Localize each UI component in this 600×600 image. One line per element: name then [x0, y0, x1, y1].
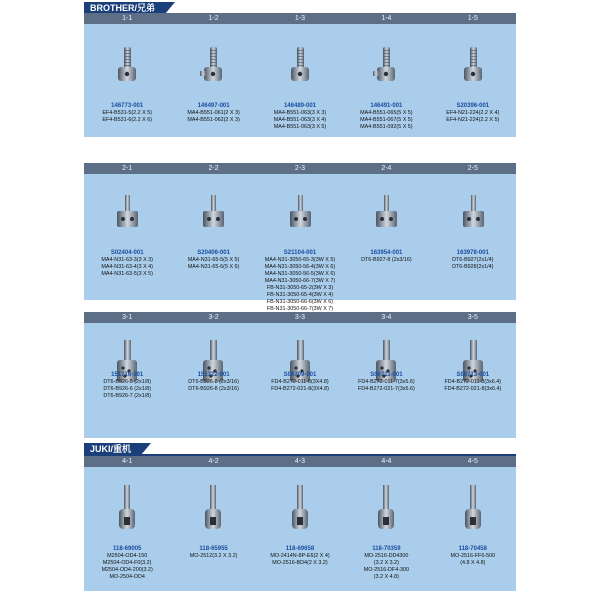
- part-models: [430, 553, 516, 567]
- model-line: M2504-OD4-150: [107, 553, 148, 559]
- part-code: 146491-001: [370, 103, 403, 109]
- part-models: [257, 257, 343, 313]
- part-code: 118-70359: [372, 546, 401, 552]
- item-number: 2-2: [208, 165, 219, 172]
- needle-clamp-icon: [283, 45, 317, 93]
- item-number: 2-3: [294, 165, 306, 172]
- brand-tab: BROTHER/兄弟: [84, 2, 165, 14]
- model-line: M2504-OD4-F0(3.2): [102, 560, 152, 566]
- model-line: MA4-N31-65-6(5 X 6): [187, 264, 240, 270]
- product-item[interactable]: [84, 312, 170, 438]
- item-number: 1-1: [122, 15, 133, 22]
- model-line: MA4-N31-3050-56-5(3W X 6): [264, 271, 336, 277]
- model-line: MA4-N31-3050-65-3(3W X 5): [264, 257, 336, 263]
- product-item[interactable]: [343, 13, 429, 137]
- part-models: [343, 110, 429, 131]
- needle-clamp-icon: [456, 485, 490, 533]
- product-item[interactable]: [430, 456, 516, 591]
- part-code: 118-69005: [113, 546, 142, 552]
- needle-clamp-icon: [110, 191, 144, 239]
- needle-clamp-icon: [110, 485, 144, 533]
- model-line: FB-N31-3050-66-7(3W X 7): [266, 306, 334, 312]
- model-line: DT6-B927-8 (2x3/16): [361, 257, 412, 263]
- model-line: MO-2516-FF6-500: [450, 553, 496, 559]
- product-item[interactable]: [84, 163, 170, 300]
- product-item[interactable]: [430, 13, 516, 137]
- item-number: 1-3: [294, 15, 306, 22]
- part-code: 151722-001: [197, 372, 230, 378]
- needle-clamp-icon: [369, 191, 403, 239]
- product-panel: [84, 456, 516, 591]
- part-code: 118-70458: [458, 546, 487, 552]
- item-number: 3-2: [208, 314, 219, 321]
- part-models: [257, 110, 343, 131]
- model-line: MA4-N31-63-4(3 X 4): [101, 264, 153, 270]
- model-line: DT6-B927(2x1/4): [452, 257, 494, 263]
- part-models: [257, 553, 343, 567]
- part-code: 146489-001: [283, 103, 316, 109]
- part-code: S21104-001: [283, 250, 317, 256]
- model-line: EF4-N21-224(2.2 X 5): [446, 117, 500, 123]
- model-line: FB-N31-3050-65-2(3W X 3): [266, 285, 334, 291]
- model-line: FD4-B272-021-8(3x6.4): [444, 386, 502, 392]
- model-line: MA4-N31-63-5(3 X 5): [101, 271, 153, 277]
- model-line: MA4-B551-062(2 X 3): [187, 117, 240, 123]
- product-item[interactable]: [343, 163, 429, 300]
- model-line: DT6-B928(2x1/4): [452, 264, 494, 270]
- part-models: [84, 379, 170, 400]
- model-line: FB-N31-3050-66-6(3W X 6): [266, 299, 334, 305]
- part-code: S20406-001: [197, 250, 230, 256]
- product-item[interactable]: [257, 456, 343, 591]
- part-code: 163954-001: [370, 250, 403, 256]
- part-code: 146773-001: [111, 103, 144, 109]
- part-code: S06709-001: [283, 372, 317, 378]
- model-line: MA4-B551-063(3 X 5): [273, 124, 327, 130]
- model-line: FD4-B272-011-8(3x6.4): [444, 379, 502, 385]
- product-item[interactable]: [257, 13, 343, 137]
- model-line: MA4-B551-067(5 X 5): [360, 117, 413, 123]
- needle-clamp-icon: [196, 45, 230, 93]
- part-models: [170, 257, 256, 271]
- needle-clamp-icon: [456, 191, 490, 239]
- part-models: [430, 257, 516, 271]
- model-line: MA4-N31-3050-56-4(3W X 6): [264, 264, 336, 270]
- model-line: MA4-B551-065(5 X 5): [360, 110, 413, 116]
- model-line: EF4-B531-6(2.2 X 6): [102, 117, 153, 123]
- product-item[interactable]: [430, 163, 516, 300]
- needle-clamp-icon: [283, 485, 317, 533]
- product-item[interactable]: [170, 312, 256, 438]
- model-line: MO-2516-BD4(2 X 3.2): [272, 560, 328, 566]
- model-line: EF4-B531-5(2.2 X 5): [102, 110, 153, 116]
- part-code: 118-65955: [199, 546, 228, 552]
- part-models: [257, 379, 343, 393]
- item-number: 3-1: [122, 314, 133, 321]
- part-models: [343, 379, 429, 393]
- item-number: 4-2: [208, 458, 219, 465]
- product-item[interactable]: [257, 312, 343, 438]
- product-panel: [84, 13, 516, 137]
- model-line: MA4-B551-061(2 X 3): [187, 110, 240, 116]
- model-line: MA4-N31-65-5(5 X 5): [187, 257, 240, 263]
- model-line: DT6-B926-8 (2x3/16): [188, 379, 239, 385]
- part-code: S02404-001: [110, 250, 144, 256]
- needle-clamp-icon: [369, 485, 403, 533]
- brand-tab: JUKI/重机: [84, 443, 141, 455]
- product-item[interactable]: [170, 13, 256, 137]
- needle-clamp-icon: [110, 45, 144, 93]
- part-models: [170, 379, 256, 393]
- product-item[interactable]: [84, 13, 170, 137]
- model-line: MO-2504-OD4: [109, 574, 145, 580]
- part-models: [343, 553, 429, 581]
- model-line: DT6-B926-5 (2x1/8): [103, 379, 152, 385]
- product-item[interactable]: [84, 456, 170, 591]
- model-line: EF4-N21-224(2.2 X 4): [446, 110, 500, 116]
- model-line: DT6-B926-7 (2x1/8): [103, 393, 152, 399]
- model-line: M2504-OD4-200(3.2): [101, 567, 153, 573]
- model-line: FB-N31-3050-65-4(3W X 4): [266, 292, 334, 298]
- item-number: 4-3: [294, 458, 306, 465]
- model-line: MA4-B551-063(3 X 4): [273, 117, 327, 123]
- part-code: S06713-001: [456, 372, 490, 378]
- product-panel: [84, 312, 516, 438]
- item-number: 4-1: [122, 458, 133, 465]
- item-number: 2-1: [122, 165, 133, 172]
- item-number: 4-5: [467, 458, 478, 465]
- model-line: FD4-B272-011-7(3x5.6): [358, 379, 415, 385]
- item-number: 1-4: [381, 15, 392, 22]
- part-models: [170, 110, 256, 124]
- part-models: [84, 110, 170, 124]
- product-panel: [84, 163, 516, 312]
- model-line: MA4-N31-63-3(3 X 3): [101, 257, 153, 263]
- item-number: 3-4: [381, 314, 392, 321]
- part-models: [84, 257, 170, 278]
- model-line: MO-2512(3.2 X 3.2): [189, 553, 238, 559]
- part-models: [430, 379, 516, 393]
- model-line: MA4-B551-092(5 X 5): [360, 124, 413, 130]
- item-number: 1-2: [208, 15, 219, 22]
- model-line: FD4-B272-011-8(3X4.8): [271, 379, 329, 385]
- product-item[interactable]: [170, 456, 256, 591]
- item-number: 3-5: [467, 314, 478, 321]
- item-number: 3-3: [294, 314, 306, 321]
- item-number: 2-5: [467, 165, 478, 172]
- needle-clamp-icon: [456, 45, 490, 93]
- product-item[interactable]: [430, 312, 516, 438]
- model-line: MA4-N31-3050-66-7(3W X 7): [264, 278, 336, 284]
- model-line: DT6-B926-8 (2x3/16): [188, 386, 239, 392]
- part-code: S20396-001: [456, 103, 490, 109]
- part-models: [343, 257, 429, 264]
- model-line: MA4-B551-063(3 X 3): [273, 110, 327, 116]
- item-number: 2-4: [381, 165, 392, 172]
- model-line: FD4-B272-021-8(3X4.8): [271, 386, 329, 392]
- model-line: FD4-B272-021-7(3x5.6): [357, 386, 415, 392]
- product-item[interactable]: [343, 312, 429, 438]
- model-line: MO-2516-DD4300: [364, 553, 409, 559]
- needle-clamp-icon: [196, 191, 230, 239]
- model-line: (4.8 X 4.8): [460, 560, 486, 566]
- model-line: (3.2 X 3.2): [373, 560, 399, 566]
- part-models: [430, 110, 516, 124]
- model-line: MO-2414N-8P-E6(2 X 4): [270, 553, 330, 559]
- product-item[interactable]: [343, 456, 429, 591]
- part-models: [84, 553, 170, 581]
- model-line: DT6-B926-6 (2x1/8): [103, 386, 152, 392]
- model-line: (3.2 X 4.8): [373, 574, 399, 580]
- part-code: 118-69658: [285, 546, 315, 552]
- product-item[interactable]: [257, 163, 343, 312]
- part-code: 151716-001: [111, 372, 144, 378]
- part-code: 163978-001: [456, 250, 489, 256]
- part-models: [170, 553, 256, 560]
- item-number: 4-4: [381, 458, 392, 465]
- needle-clamp-icon: [283, 191, 317, 239]
- needle-clamp-icon: [196, 485, 230, 533]
- part-code: 146497-001: [197, 103, 230, 109]
- item-number: 1-5: [467, 15, 478, 22]
- product-item[interactable]: [170, 163, 256, 300]
- needle-clamp-icon: [369, 45, 403, 93]
- part-code: S06711-001: [370, 372, 403, 378]
- model-line: MO-2516-DF4-300: [363, 567, 409, 573]
